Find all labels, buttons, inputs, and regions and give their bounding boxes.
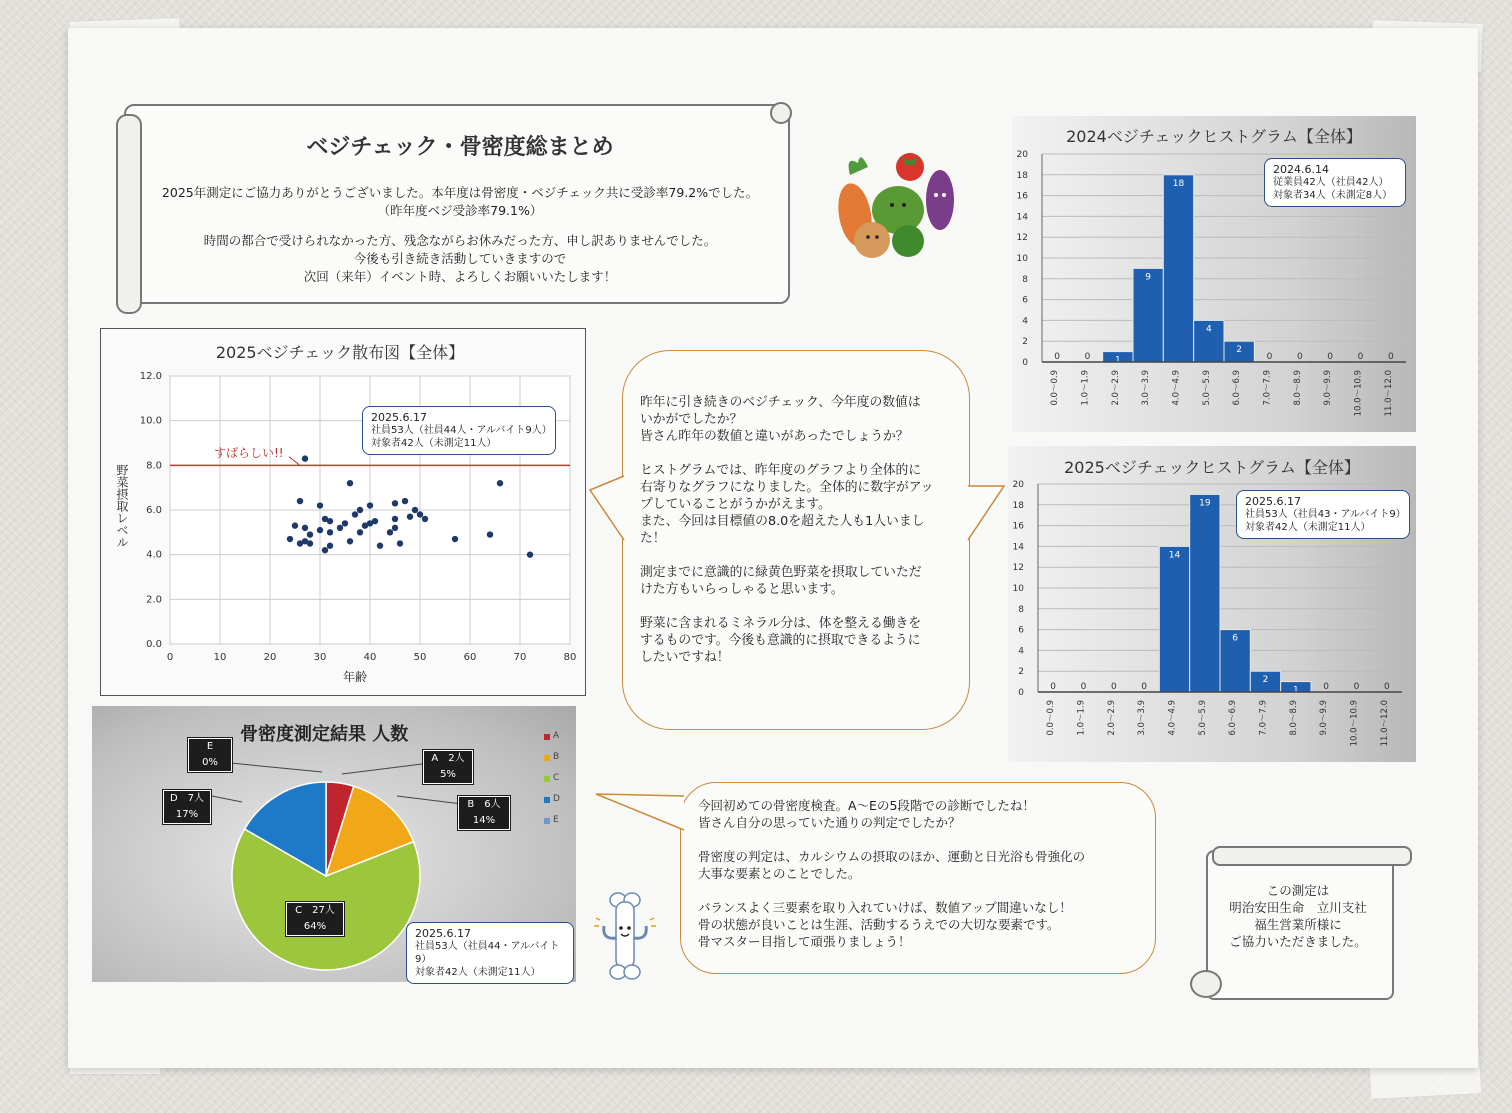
pie-label-E xyxy=(188,738,232,772)
hist-2024-category-label: 3.0～3.9 xyxy=(1141,370,1152,406)
bone-bubble-line-5: 大事な要素とのことでした。 xyxy=(698,866,861,881)
scatter-point xyxy=(327,518,333,524)
scatter-point xyxy=(487,531,493,537)
scatter-point xyxy=(302,455,308,461)
hist-2024-data-label: 9 xyxy=(1145,272,1152,283)
scatter-xlabel: 年齢 xyxy=(342,670,367,684)
header-title: ベジチェック・骨密度総まとめ xyxy=(306,135,614,160)
scatter-point xyxy=(372,518,378,524)
hist-2024-category-label: 9.0～9.9 xyxy=(1323,370,1334,406)
pie-legend-label: A xyxy=(553,731,560,741)
hist-2025-category-label: 10.0～10.9 xyxy=(1349,700,1360,747)
hist-2024-category-label: 1.0～1.9 xyxy=(1080,370,1091,406)
credit-scroll-curl-bottom xyxy=(1190,970,1222,998)
bubble-tail-right xyxy=(962,480,1006,550)
hist-2025-data-label: 0 xyxy=(1353,682,1360,692)
scatter-x-tick: 20 xyxy=(263,652,277,663)
hist-2024-y-tick: 4 xyxy=(1022,316,1028,327)
hist-2025-data-label: 6 xyxy=(1232,633,1239,644)
header-line-5: 次回（来年）イベント時、よろしくお願いいたします！ xyxy=(303,269,617,284)
bone-bubble-line-3 xyxy=(698,831,1148,848)
pie-label-D-pct: 17% xyxy=(175,809,199,820)
hist-2025-category-label: 1.0～1.9 xyxy=(1076,700,1087,736)
center-bubble-text xyxy=(640,394,960,666)
pie-leader-line xyxy=(212,796,242,802)
hist-2025-category-label: 9.0～9.9 xyxy=(1319,700,1330,736)
hist-2024-y-tick: 0 xyxy=(1022,358,1028,368)
scatter-info-employees: 社員53人（社員44人・アルバイト9人） xyxy=(371,425,552,436)
credit-line-2: 明治安田生命 立川支社 xyxy=(1229,900,1367,915)
hist-2025-data-label: 0 xyxy=(1050,682,1057,692)
scatter-point xyxy=(422,516,428,522)
hist-2024-data-label: 0 xyxy=(1296,352,1303,362)
pie-legend-item-E xyxy=(544,810,572,831)
hist-2024-category-label: 10.0～10.9 xyxy=(1353,370,1364,417)
hist-2024-y-tick: 12 xyxy=(1016,233,1028,244)
hist-2024-data-label: 0 xyxy=(1357,352,1364,362)
bone-bubble-line-1: 今回初めての骨密度検査。A～Eの5段階での診断でしたね！ xyxy=(698,798,1035,813)
hist-2025-bar xyxy=(1159,546,1189,692)
hist-2025-y-tick: 20 xyxy=(1012,480,1024,490)
hist-2024-category-label: 4.0～4.9 xyxy=(1171,370,1182,406)
hist-2025-category-label: 5.0～5.9 xyxy=(1197,700,1208,736)
credit-line-3: 福生営業所様に xyxy=(1254,917,1342,932)
scatter-x-tick: 0 xyxy=(166,652,174,663)
scatter-point xyxy=(327,543,333,549)
scatter-ylabel: 野菜摂取レベル xyxy=(115,464,129,548)
pie-label-A-count: A 2人 xyxy=(431,753,465,764)
pie-legend-swatch xyxy=(544,755,550,761)
hist-2024-data-label: 1 xyxy=(1114,355,1121,366)
scatter-point xyxy=(327,529,333,535)
scatter-y-tick: 8.0 xyxy=(146,460,162,472)
pie-title: 骨密度測定結果 人数 xyxy=(240,724,409,745)
hist-2024-data-label: 18 xyxy=(1172,178,1185,189)
scatter-y-tick: 6.0 xyxy=(146,505,162,516)
pie-info-date: 2025.6.17 xyxy=(415,927,471,940)
pie-label-E-pct: 0% xyxy=(202,757,218,768)
pie-label-C-pct: 64% xyxy=(303,921,327,932)
hist-2025-info-box xyxy=(1236,490,1410,539)
pie-legend xyxy=(544,726,572,831)
pie-legend-item-A xyxy=(544,726,572,747)
hist-2024-title: 2024ベジチェックヒストグラム【全体】 xyxy=(1066,127,1362,146)
pie-label-A-pct: 5% xyxy=(440,769,456,780)
pie-label-E-count: E xyxy=(206,741,214,752)
hist-2024-category-label: 8.0～8.9 xyxy=(1292,370,1303,406)
hist-2024-info-box xyxy=(1264,158,1406,207)
scatter-point xyxy=(307,540,313,546)
hist-2024-data-label: 0 xyxy=(1327,352,1334,362)
scatter-point xyxy=(317,502,323,508)
scatter-point xyxy=(387,529,393,535)
scatter-point xyxy=(377,543,383,549)
scatter-point xyxy=(302,525,308,531)
hist-2025-info-employees: 社員53人（社員43・アルバイト9） xyxy=(1245,509,1406,520)
pie-legend-label: B xyxy=(553,752,560,762)
pie-leader-line xyxy=(342,764,422,774)
pie-legend-item-C xyxy=(544,768,572,789)
pie-label-C-count: C 27人 xyxy=(295,905,335,916)
hist-2025-data-label: 0 xyxy=(1323,682,1330,692)
pie-info-subjects: 対象者42人（未測定11人） xyxy=(415,967,541,978)
hist-2025-data-label: 0 xyxy=(1141,682,1148,692)
pie-label-A xyxy=(423,750,473,784)
center-bubble-line-12: けた方もいらっしゃると思います。 xyxy=(640,582,844,597)
pie-label-B xyxy=(458,796,510,830)
scatter-point xyxy=(392,500,398,506)
scatter-point xyxy=(292,522,298,528)
center-bubble-line-14: 野菜に含まれるミネラル分は、体を整える働きを xyxy=(640,616,922,631)
hist-2025-y-tick: 10 xyxy=(1012,584,1024,594)
scatter-point xyxy=(297,498,303,504)
hist-2025-category-label: 3.0～3.9 xyxy=(1137,700,1148,736)
scatter-point xyxy=(357,529,363,535)
hist-2025-category-label: 7.0～7.9 xyxy=(1258,700,1269,736)
hist-2024-bar xyxy=(1163,175,1193,362)
hist-2024-data-label: 4 xyxy=(1205,324,1212,335)
bone-bubble-line-8: 骨の状態が良いことは生涯、活動するうえでの大切な要素です。 xyxy=(698,917,1060,932)
hist-2025-data-label: 0 xyxy=(1080,682,1087,692)
center-bubble-line-9: た！ xyxy=(640,531,666,546)
scatter-point xyxy=(497,480,503,486)
hist-2025-y-tick: 2 xyxy=(1018,667,1024,678)
hist-2025-bar xyxy=(1190,494,1220,692)
scatter-y-tick: 10.0 xyxy=(139,415,162,427)
scatter-point xyxy=(392,525,398,531)
center-bubble-line-10 xyxy=(640,547,960,564)
scatter-y-tick: 12.0 xyxy=(139,371,162,382)
scatter-point xyxy=(392,516,398,522)
pie-label-B-pct: 14% xyxy=(472,815,496,826)
hist-2024-bar xyxy=(1133,268,1163,362)
hist-2025-category-label: 6.0～6.9 xyxy=(1228,700,1239,736)
scatter-annotation: すばらしい!! xyxy=(214,446,284,460)
pie-legend-swatch xyxy=(544,818,550,824)
hist-2025-y-tick: 12 xyxy=(1012,563,1024,574)
hist-2024-info-employees: 従業員42人（社員42人） xyxy=(1273,177,1389,188)
scatter-point xyxy=(307,531,313,537)
center-bubble-line-16: したいですね！ xyxy=(640,650,730,665)
hist-2025-data-label: 2 xyxy=(1262,675,1269,686)
scatter-point xyxy=(347,480,353,486)
scatter-x-tick: 10 xyxy=(213,652,227,663)
pie-legend-swatch xyxy=(544,797,550,803)
hist-2024-data-label: 0 xyxy=(1084,352,1091,362)
hist-2024-category-label: 11.0～12.0 xyxy=(1383,370,1394,417)
hist-2025-data-label: 1 xyxy=(1292,685,1299,696)
hist-2025-y-tick: 18 xyxy=(1012,500,1024,511)
scatter-point xyxy=(397,540,403,546)
scatter-x-tick: 50 xyxy=(413,652,427,663)
credit-text xyxy=(1210,882,1386,950)
scatter-point xyxy=(357,507,363,513)
scatter-x-tick: 70 xyxy=(513,652,527,663)
scatter-y-tick: 2.0 xyxy=(146,594,162,606)
pie-legend-swatch xyxy=(544,734,550,740)
hist-2025-category-label: 4.0～4.9 xyxy=(1167,700,1178,736)
hist-2025-y-tick: 6 xyxy=(1018,625,1024,636)
center-bubble-line-6: 右寄りなグラフになりました。全体的に数字がアッ xyxy=(640,480,934,495)
bubble-tail-left xyxy=(588,470,628,550)
pie-label-B-count: B 6人 xyxy=(467,799,501,810)
scatter-x-tick: 30 xyxy=(313,652,327,663)
hist-2025-data-label: 0 xyxy=(1110,682,1117,692)
scatter-point xyxy=(452,536,458,542)
hist-2025-category-label: 2.0～2.9 xyxy=(1106,700,1117,736)
hist-2024-y-tick: 8 xyxy=(1022,274,1028,285)
scroll-curl-left xyxy=(116,114,142,314)
center-bubble-line-15: するものです。今後も意識的に摂取できるように xyxy=(640,633,921,648)
scatter-point xyxy=(287,536,293,542)
pie-info-employees: 社員53人（社員44・アルバイト9） xyxy=(415,941,560,965)
bone-bubble-line-9: 骨マスター目指して頑張りましょう！ xyxy=(698,934,911,949)
hist-2024-info-subjects: 対象者34人（未測定8人） xyxy=(1273,190,1393,201)
pie-label-D xyxy=(163,790,211,824)
hist-2025-y-tick: 14 xyxy=(1012,542,1024,553)
bone-bubble-line-6 xyxy=(698,882,1148,899)
hist-2024-y-tick: 6 xyxy=(1022,295,1028,306)
center-bubble-line-3: 皆さん昨年の数値と違いがあったでしょうか？ xyxy=(640,429,909,444)
hist-2024-info-date: 2024.6.14 xyxy=(1273,163,1329,176)
scatter-point xyxy=(347,538,353,544)
vegetables-illustration xyxy=(830,145,960,265)
center-bubble-line-2: いかがでしたか？ xyxy=(640,412,743,427)
center-bubble-line-7: プしていることがうかがえます。 xyxy=(640,497,831,512)
hist-2025-y-tick: 16 xyxy=(1012,521,1024,532)
hist-2024-category-label: 6.0～6.9 xyxy=(1232,370,1243,406)
hist-2024-y-tick: 14 xyxy=(1016,212,1028,223)
hist-2025-category-label: 11.0～12.0 xyxy=(1379,700,1390,747)
scatter-point xyxy=(527,551,533,557)
scatter-y-tick: 0.0 xyxy=(146,639,162,650)
pie-legend-label: E xyxy=(553,815,559,825)
hist-2025-info-date: 2025.6.17 xyxy=(1245,495,1301,508)
bone-bubble-tail xyxy=(594,790,686,840)
bone-bubble-line-2: 皆さん自分の思っていた通りの判定でしたか？ xyxy=(698,815,961,830)
scatter-point xyxy=(402,498,408,504)
scatter-point xyxy=(337,525,343,531)
hist-2025-data-label: 0 xyxy=(1383,682,1390,692)
pie-legend-item-B xyxy=(544,747,572,768)
hist-2025-category-label: 8.0～8.9 xyxy=(1288,700,1299,736)
scatter-x-tick: 80 xyxy=(563,652,577,663)
header-line-3: 時間の都合で受けられなかった方、残念ながらお休みだった方、申し訳ありませんでした。 xyxy=(203,233,717,248)
hist-2025-data-label: 14 xyxy=(1168,550,1181,561)
hist-2024-category-label: 2.0～2.9 xyxy=(1110,370,1121,406)
scatter-info-box xyxy=(362,406,556,455)
scatter-title: 2025ベジチェック散布図【全体】 xyxy=(215,343,465,362)
pie-legend-item-D xyxy=(544,789,572,810)
pie-legend-swatch xyxy=(544,776,550,782)
scroll-curl-right xyxy=(770,102,792,124)
bone-bubble-text xyxy=(698,797,1148,950)
pie-legend-label: C xyxy=(553,773,560,783)
center-bubble-line-11: 測定までに意識的に緑黄色野菜を摂取していただ xyxy=(640,565,922,580)
hist-2024-y-tick: 2 xyxy=(1022,337,1028,348)
hist-2024-category-label: 7.0～7.9 xyxy=(1262,370,1273,406)
scatter-point xyxy=(417,511,423,517)
hist-2025-y-tick: 4 xyxy=(1018,646,1024,657)
hist-2024-y-tick: 18 xyxy=(1016,170,1028,181)
scatter-point xyxy=(322,547,328,553)
pie-legend-label: D xyxy=(553,794,560,804)
hist-2024-data-label: 0 xyxy=(1054,352,1061,362)
hist-2025-info-subjects: 対象者42人（未測定11人） xyxy=(1245,522,1371,533)
scatter-point xyxy=(407,514,413,520)
hist-2024-data-label: 0 xyxy=(1387,352,1394,362)
hist-2025-y-tick: 0 xyxy=(1018,688,1024,698)
header-line-4: 今後も引き続き活動していきますので xyxy=(353,251,567,266)
pie-label-D-count: D 7人 xyxy=(169,793,205,804)
hist-2025-title: 2025ベジチェックヒストグラム【全体】 xyxy=(1064,458,1360,477)
scatter-point xyxy=(342,520,348,526)
pie-leader-line xyxy=(397,796,462,804)
scatter-info-subjects: 対象者42人（未測定11人） xyxy=(371,438,497,449)
bone-bubble-line-7: バランスよく三要素を取り入れていけば、数値アップ間違いなし！ xyxy=(698,900,1072,915)
bone-character-illustration xyxy=(590,890,660,990)
credit-line-4: ご協力いただきました。 xyxy=(1229,934,1367,949)
header-line-2: （昨年度ベジ受診率79.1%） xyxy=(377,203,543,218)
scatter-info-date: 2025.6.17 xyxy=(371,411,427,424)
hist-2024-data-label: 0 xyxy=(1266,352,1273,362)
center-bubble-line-4 xyxy=(640,445,960,462)
hist-2024-category-label: 0.0～0.9 xyxy=(1050,370,1061,406)
scatter-y-tick: 4.0 xyxy=(146,549,162,561)
hist-2024-category-label: 5.0～5.9 xyxy=(1201,370,1212,406)
scatter-x-tick: 40 xyxy=(363,652,377,663)
scatter-x-tick: 60 xyxy=(463,652,477,663)
center-bubble-line-13 xyxy=(640,598,960,615)
credit-line-1: この測定は xyxy=(1266,883,1330,898)
center-bubble-line-8: また、今回は目標値の8.0を超えた人も1人いまし xyxy=(640,514,925,529)
hist-2025-category-label: 0.0～0.9 xyxy=(1046,700,1057,736)
header-text xyxy=(140,184,780,286)
hist-2025-y-tick: 8 xyxy=(1018,604,1024,615)
header-line-1: 2025年測定にご協力ありがとうございました。本年度は骨密度・ベジチェック共に受診率79.2%でした。 xyxy=(161,185,759,200)
pie-info-box xyxy=(406,922,574,984)
credit-scroll-curl-top xyxy=(1212,846,1412,866)
hist-2024-y-tick: 20 xyxy=(1016,150,1028,160)
hist-2024-y-tick: 10 xyxy=(1016,254,1028,264)
center-bubble-line-1: 昨年に引き続きのベジチェック、今年度の数値は xyxy=(640,395,921,410)
scatter-point xyxy=(367,502,373,508)
hist-2024-data-label: 2 xyxy=(1236,345,1243,356)
bone-bubble-line-4: 骨密度の判定は、カルシウムの摂取のほか、運動と日光浴も骨強化の xyxy=(698,849,1086,864)
pie-label-C xyxy=(286,902,344,936)
scatter-point xyxy=(412,507,418,513)
hist-2024-y-tick: 16 xyxy=(1016,191,1028,202)
scatter-point xyxy=(317,527,323,533)
center-bubble-line-5: ヒストグラムでは、昨年度のグラフより全体的に xyxy=(640,463,922,478)
hist-2025-data-label: 19 xyxy=(1199,498,1211,509)
scatter-point xyxy=(352,511,358,517)
